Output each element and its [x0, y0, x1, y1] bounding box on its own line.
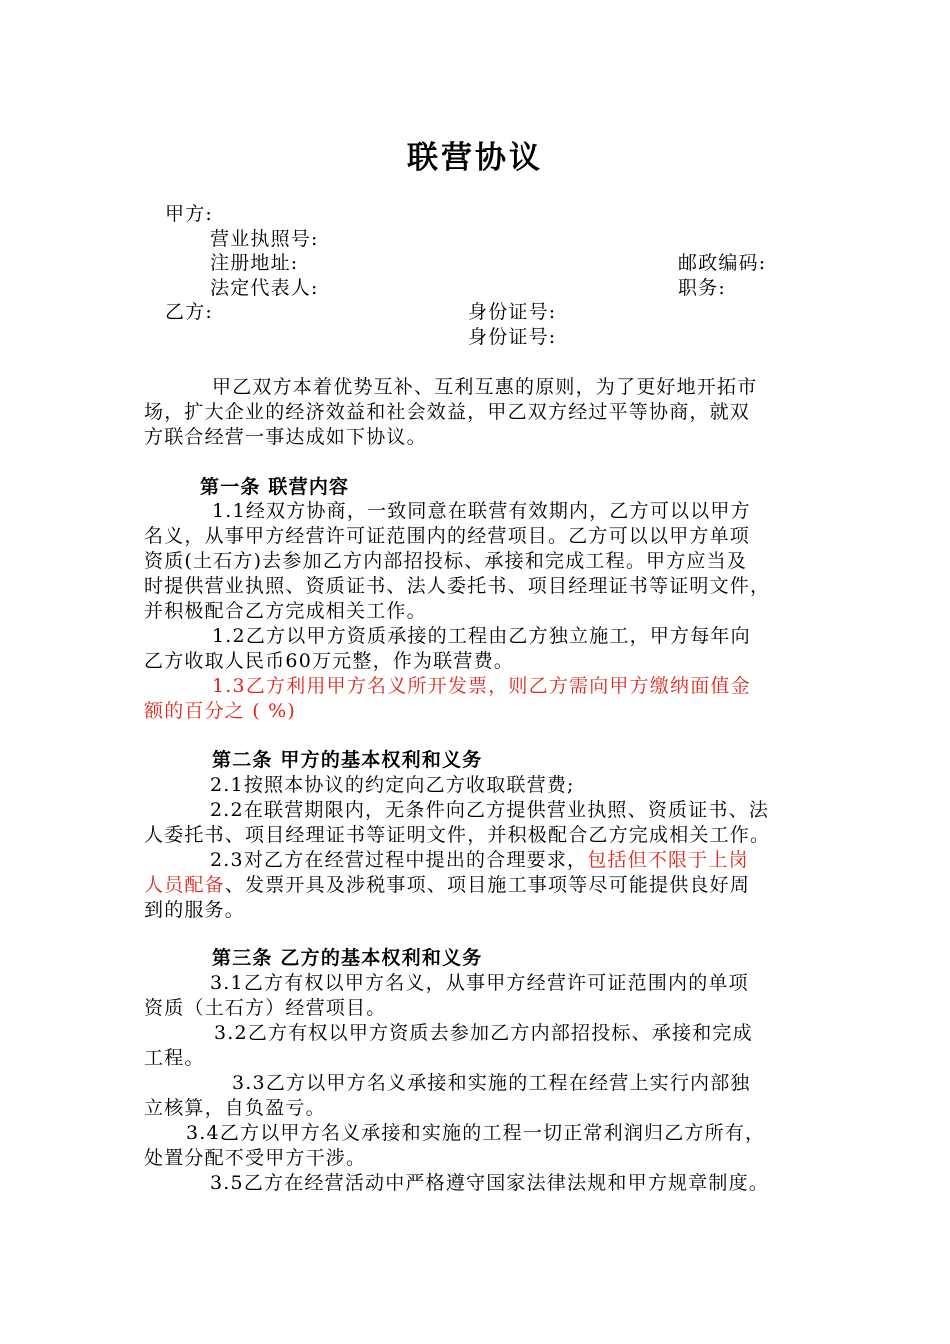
position-label: 职务: — [678, 277, 727, 299]
intro-line: 场，扩大企业的经济效益和社会效益，甲乙双方经过平等协商，就双 — [144, 401, 751, 423]
party-b-label: 乙方: — [165, 301, 214, 323]
clause-3-2-line: 工程。 — [144, 1047, 205, 1069]
clause-1-1-line: 并积极配合乙方完成相关工作。 — [144, 600, 427, 622]
id-number-label-2: 身份证号: — [468, 326, 557, 348]
id-number-label-1: 身份证号: — [468, 301, 557, 323]
intro-line: 方联合经营一事达成如下协议。 — [144, 426, 427, 448]
clause-2-1-line: 2.1按照本协议的约定向乙方收取联营费; — [210, 774, 575, 796]
clause-2-2-line: 2.2在联营期限内，无条件向乙方提供营业执照、资质证书、法 — [210, 799, 770, 821]
clause-1-3-line: 额的百分之 ( %) — [144, 700, 296, 722]
clause-3-1-line: 3.1乙方有权以甲方名义，从事甲方经营许可证范围内的单项 — [210, 972, 749, 994]
clause-3-1-line: 资质（土石方）经营项目。 — [144, 997, 387, 1019]
party-a-label: 甲方: — [165, 203, 214, 225]
clause-1-2-line: 乙方收取人民币60万元整，作为联营费。 — [144, 650, 514, 672]
clause-3-4-line: 处置分配不受甲方干涉。 — [144, 1147, 367, 1169]
clause-1-3-line: 1.3乙方利用甲方名义所开发票，则乙方需向甲方缴纳面值金 — [212, 675, 751, 697]
clause-2-3-highlight: 包括但不限于上岗 — [587, 849, 749, 871]
clause-2-3-highlight: 人员配备 — [144, 874, 225, 896]
clause-3-3-line: 3.3乙方以甲方名义承接和实施的工程在经营上实行内部独 — [232, 1072, 751, 1094]
clause-3-3-line: 立核算，自负盈亏。 — [144, 1097, 326, 1119]
clause-2-3-line: 到的服务。 — [144, 899, 246, 921]
license-label: 营业执照号: — [210, 228, 319, 250]
clause-2-3-text: 2.3对乙方在经营过程中提出的合理要求， — [210, 849, 588, 871]
postal-code-label: 邮政编码: — [678, 252, 767, 274]
clause-3-2-line: 3.2乙方有权以甲方资质去参加乙方内部招投标、承接和完成 — [214, 1022, 753, 1044]
intro-line: 甲乙双方本着优势互补、互利互惠的原则，为了更好地开拓市 — [212, 376, 758, 398]
clause-1-2-line: 1.2乙方以甲方资质承接的工程由乙方独立施工，甲方每年向 — [212, 625, 751, 647]
clause-3-4-line: 3.4乙方以甲方名义承接和实施的工程一切正常利润归乙方所有， — [186, 1122, 766, 1144]
clause-3-5-line: 3.5乙方在经营活动中严格遵守国家法律法规和甲方规章制度。 — [210, 1172, 770, 1194]
address-label: 注册地址: — [210, 252, 299, 274]
clause-1-1-line: 时提供营业执照、资质证书、法人委托书、项目经理证书等证明文件， — [144, 575, 771, 597]
section-3-heading: 第三条 乙方的基本权利和义务 — [212, 947, 483, 969]
section-2-heading: 第二条 甲方的基本权利和义务 — [212, 749, 483, 771]
clause-2-3-text: 、发票开具及涉税事项、项目施工事项等尽可能提供良好周 — [224, 874, 751, 896]
clause-2-3-line — [210, 848, 749, 872]
section-1-heading: 第一条 联营内容 — [200, 476, 350, 498]
clause-1-1-line: 名义，从事甲方经营许可证范围内的经营项目。乙方可以以甲方单项 — [144, 525, 751, 547]
legal-rep-label: 法定代表人: — [210, 277, 319, 299]
document-title: 联营协议 — [407, 140, 543, 176]
clause-1-1-line: 1.1经双方协商，一致同意在联营有效期内，乙方可以以甲方 — [212, 500, 751, 522]
clause-2-3-line — [144, 873, 750, 897]
clause-1-1-line: 资质(土石方)去参加乙方内部招投标、承接和完成工程。甲方应当及 — [144, 550, 748, 572]
clause-2-2-line: 人委托书、项目经理证书等证明文件，并积极配合乙方完成相关工作。 — [144, 824, 771, 846]
